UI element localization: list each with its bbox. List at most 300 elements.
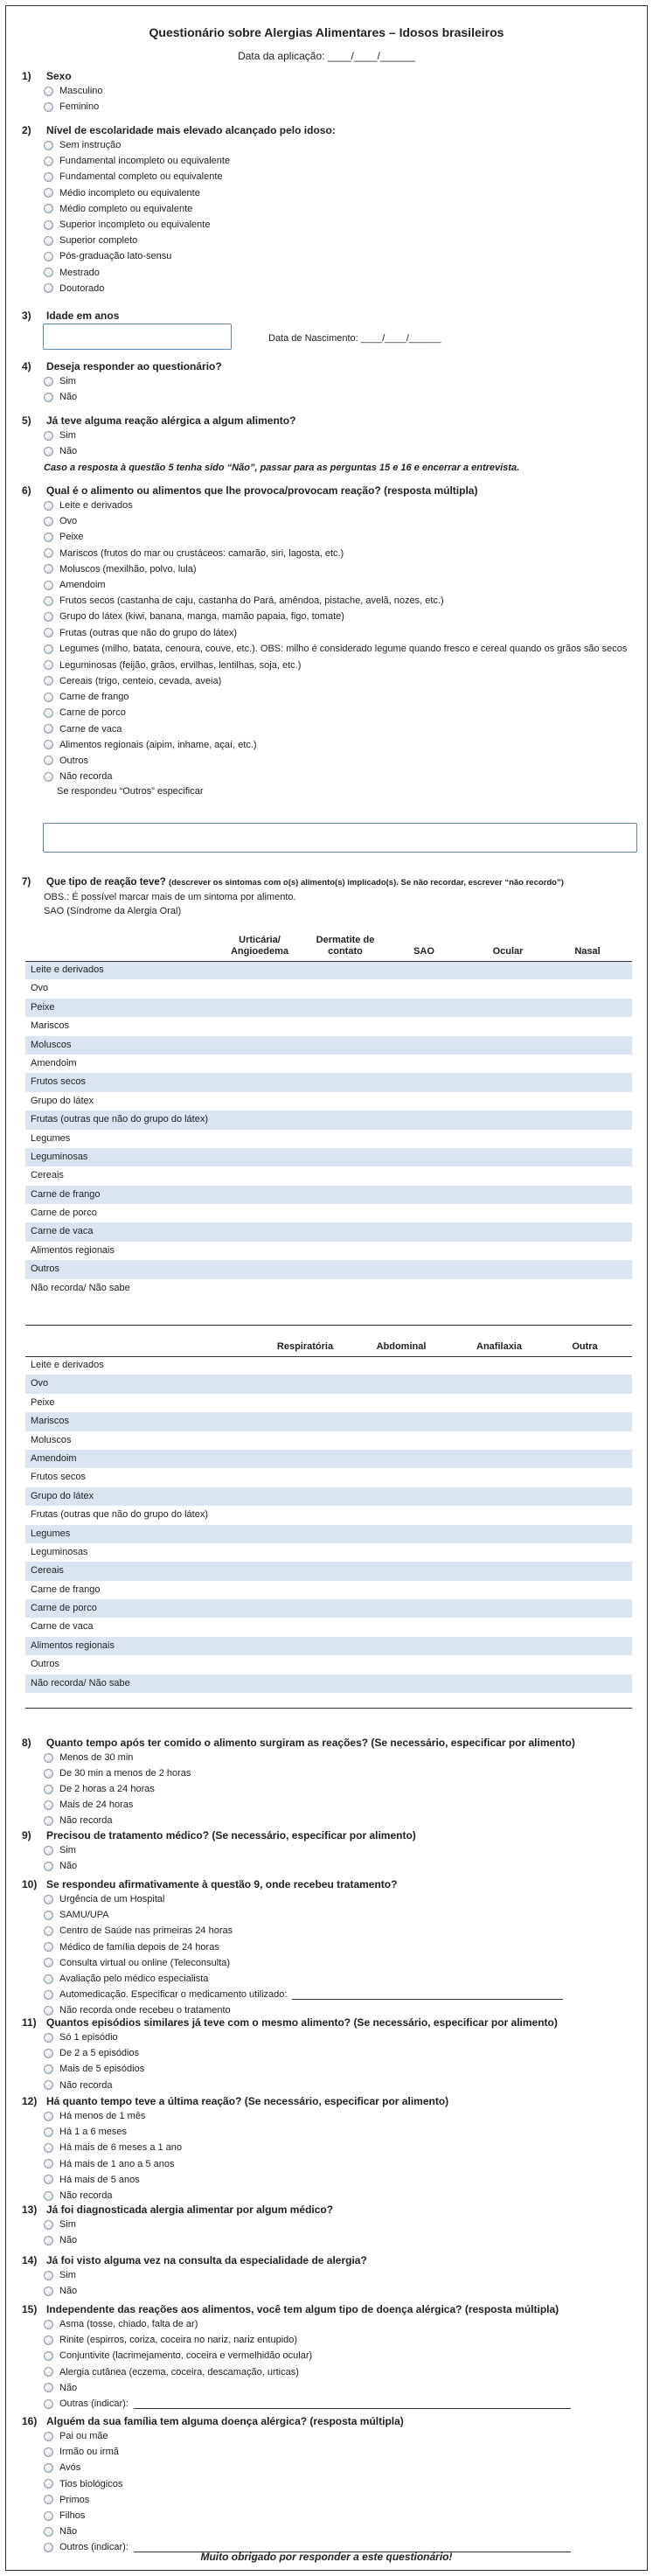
radio-button[interactable] <box>44 660 53 670</box>
question-13 <box>6 2203 647 2248</box>
diagnosis-option[interactable] <box>44 2217 647 2232</box>
sex-option[interactable] <box>44 99 647 115</box>
table-header <box>25 929 632 961</box>
food-cell: Legumes <box>31 1528 71 1539</box>
radio-button[interactable] <box>44 2006 53 2016</box>
table-row <box>25 1468 632 1486</box>
food-cell: Legumes <box>31 1132 71 1144</box>
obs-text: OBS.: É possível marcar mais de um sintoma por alimento. <box>44 892 296 902</box>
food-option[interactable] <box>44 737 647 753</box>
radio-button[interactable] <box>44 204 53 213</box>
option-label: Não recorda <box>59 771 113 783</box>
radio-button[interactable] <box>44 2367 53 2377</box>
food-option[interactable] <box>44 753 647 769</box>
reaction-table-1 <box>25 929 632 1298</box>
radio-button[interactable] <box>44 2463 53 2473</box>
fill-in-line[interactable] <box>292 1989 563 2000</box>
table-row <box>25 1204 632 1222</box>
table-row <box>25 1412 632 1431</box>
question-text: Sexo <box>46 70 72 82</box>
question-10 <box>6 1877 647 2019</box>
treatment-option[interactable] <box>44 1842 647 1858</box>
episodes-option[interactable] <box>44 2045 647 2061</box>
option-label: Não recorda <box>59 2079 113 2091</box>
education-option[interactable] <box>44 201 647 217</box>
option-label: Centro de Saúde nas primeiras 24 horas <box>59 1925 233 1937</box>
reaction-option[interactable] <box>44 428 647 443</box>
food-option[interactable] <box>44 561 647 577</box>
radio-button[interactable] <box>44 2320 53 2329</box>
option-label: Não <box>59 2382 78 2393</box>
consent-option[interactable] <box>44 373 647 389</box>
option-label: Urgência de um Hospital <box>59 1894 165 1905</box>
food-option[interactable] <box>44 689 647 705</box>
radio-button[interactable] <box>44 2236 53 2245</box>
radio-button[interactable] <box>44 1942 53 1952</box>
food-option[interactable] <box>44 625 647 641</box>
radio-button[interactable] <box>44 755 53 765</box>
last-reaction-option[interactable] <box>44 2140 647 2155</box>
food-option[interactable] <box>44 721 647 736</box>
education-option[interactable] <box>44 185 647 201</box>
option-label: Frutos secos (castanha de caju, castanha do Pará, amêndoa, pistache, avelã, nozes, etc.) <box>59 595 444 607</box>
radio-button[interactable] <box>44 1958 53 1967</box>
food-option[interactable] <box>44 673 647 689</box>
col-header: Anafilaxia <box>476 1341 522 1352</box>
question-number: 10) <box>22 1878 38 1890</box>
food-cell: Carne de frango <box>31 1584 101 1595</box>
radio-button[interactable] <box>44 596 53 606</box>
food-option[interactable] <box>44 529 647 545</box>
food-cell: Carne de porco <box>31 1603 97 1614</box>
option-label: Médico de família depois de 24 horas <box>59 1941 219 1953</box>
radio-button[interactable] <box>44 708 53 718</box>
option-label: Sim <box>59 2219 76 2231</box>
family-option[interactable] <box>44 2476 647 2492</box>
education-option[interactable] <box>44 265 647 281</box>
option-label: Leite e derivados <box>59 500 133 512</box>
question-text: Que tipo de reação teve? <box>46 877 166 888</box>
option-label: Não <box>59 392 78 403</box>
radio-button[interactable] <box>44 2064 53 2074</box>
option-label: Filhos <box>59 2510 86 2522</box>
food-cell: Frutos secos <box>31 1076 86 1088</box>
radio-button[interactable] <box>44 2479 53 2489</box>
table-row <box>25 1356 632 1375</box>
table-row <box>25 961 632 979</box>
radio-button[interactable] <box>44 2049 53 2058</box>
radio-button[interactable] <box>44 188 53 198</box>
last-reaction-option[interactable] <box>44 2188 647 2204</box>
radio-button[interactable] <box>44 268 53 277</box>
radio-button[interactable] <box>44 2447 53 2457</box>
allergic-disease-option[interactable] <box>44 2380 647 2396</box>
radio-button[interactable] <box>44 676 53 686</box>
table-row <box>25 1674 632 1693</box>
radio-button[interactable] <box>44 548 53 558</box>
food-cell: Ovo <box>31 983 49 994</box>
option-label: Primos <box>59 2494 90 2505</box>
radio-button[interactable] <box>44 2191 53 2201</box>
fill-in-line[interactable] <box>134 2398 571 2409</box>
treatment-place-option[interactable] <box>44 1907 647 1923</box>
education-option[interactable] <box>44 281 647 296</box>
question-number: 12) <box>22 2095 38 2107</box>
time-option[interactable] <box>44 1781 647 1797</box>
form-title: Questionário sobre Alergias Alimentares – Idosos brasileiros <box>149 25 504 39</box>
table-row <box>25 1394 632 1412</box>
radio-button[interactable] <box>44 220 53 230</box>
option-label: Tios biológicos <box>59 2478 123 2489</box>
education-option[interactable] <box>44 169 647 184</box>
food-option[interactable] <box>44 609 647 624</box>
table-row <box>25 1543 632 1562</box>
option-label: Carne de porco <box>59 707 126 719</box>
option-label: De 2 a 5 episódios <box>59 2048 140 2059</box>
option-label: Mais de 5 episódios <box>59 2064 145 2075</box>
option-label: Há mais de 5 anos <box>59 2174 140 2185</box>
question-14 <box>6 2253 647 2299</box>
food-option[interactable] <box>44 705 647 721</box>
education-option[interactable] <box>44 137 647 153</box>
radio-button[interactable] <box>44 1769 53 1779</box>
option-label: Automedicação. Especificar o medicamento utilizado: <box>59 1989 288 2001</box>
option-label: Não <box>59 1861 78 1872</box>
family-option[interactable] <box>44 2444 647 2460</box>
radio-button[interactable] <box>44 431 53 441</box>
option-label: Avaliação pelo médico especialista <box>59 1974 209 1985</box>
food-option[interactable] <box>44 498 647 513</box>
question-text: Se respondeu afirmativamente à questão 9, onde recebeu tratamento? <box>46 1878 398 1890</box>
food-cell: Grupo do látex <box>31 1490 94 1501</box>
radio-button[interactable] <box>44 724 53 734</box>
time-option[interactable] <box>44 1798 647 1814</box>
education-option[interactable] <box>44 217 647 233</box>
allergic-disease-option[interactable] <box>44 2364 647 2380</box>
option-label: Leguminosas (feijão, grãos, ervilhas, lentilhas, soja, etc.) <box>59 659 302 671</box>
episodes-option[interactable] <box>44 2078 647 2093</box>
time-option[interactable] <box>44 1765 647 1781</box>
radio-button[interactable] <box>44 2351 53 2361</box>
question-text: Quanto tempo após ter comido o alimento surgiram as reações? (Se necessário, especificar por alimento) <box>46 1737 575 1749</box>
radio-button[interactable] <box>44 1926 53 1936</box>
treatment-place-option[interactable] <box>44 1891 647 1907</box>
radio-button[interactable] <box>44 1862 53 1871</box>
question-text: Já foi diagnosticada alergia alimentar por algum médico? <box>46 2204 334 2216</box>
family-option[interactable] <box>44 2508 647 2524</box>
table-row <box>25 1110 632 1129</box>
col-header: SAO <box>413 946 434 957</box>
radio-button[interactable] <box>44 2432 53 2441</box>
question-text: Já teve alguma reação alérgica a algum alimento? <box>46 414 296 427</box>
option-label: Há mais de 1 ano a 5 anos <box>59 2158 175 2169</box>
radio-button[interactable] <box>44 283 53 293</box>
last-reaction-option[interactable] <box>44 2124 647 2140</box>
question-number: 11) <box>22 2016 37 2029</box>
radio-button[interactable] <box>44 377 53 386</box>
radio-button[interactable] <box>44 2159 53 2169</box>
birth-date-label: Data de Nascimento: ____/____/______ <box>268 333 441 344</box>
food-option[interactable] <box>44 593 647 609</box>
application-date: Data da aplicação: ____/____/______ <box>238 50 415 62</box>
question-9 <box>6 1828 647 1874</box>
question-4 <box>6 359 647 405</box>
radio-button[interactable] <box>44 2143 53 2153</box>
food-cell: Carne de vaca <box>31 1621 94 1633</box>
question-11 <box>6 2016 647 2093</box>
radio-button[interactable] <box>44 533 53 542</box>
radio-button[interactable] <box>44 236 53 246</box>
radio-button[interactable] <box>44 2127 53 2137</box>
option-label: Não recorda onde recebeu o tratamento <box>59 2005 231 2016</box>
skip-note: Caso a resposta à questão 5 tenha sido “Não”, passar para as perguntas 15 e 16 e encerrar a entrevista. <box>44 463 520 474</box>
option-label: Moluscos (mexilhão, polvo, lula) <box>59 563 197 574</box>
option-label: Irmão ou irmã <box>59 2447 119 2458</box>
radio-button[interactable] <box>44 612 53 622</box>
food-cell: Mariscos <box>31 1416 70 1427</box>
radio-button[interactable] <box>44 1753 53 1763</box>
allergic-disease-option[interactable] <box>44 2332 647 2348</box>
table-row <box>25 1055 632 1073</box>
food-cell: Amendoim <box>31 1452 77 1464</box>
question-number: 16) <box>22 2415 38 2427</box>
specialist-option[interactable] <box>44 2267 647 2283</box>
food-cell: Não recorda/ Não sabe <box>31 1677 130 1688</box>
radio-button[interactable] <box>44 564 53 574</box>
food-cell: Leite e derivados <box>31 1360 104 1370</box>
thank-you-footer: Muito obrigado por responder a este questionário! <box>200 2551 453 2563</box>
table-row <box>25 1506 632 1524</box>
treatment-place-option[interactable] <box>44 1987 647 2002</box>
table-row <box>25 1450 632 1468</box>
treatment-place-option[interactable] <box>44 1955 647 1971</box>
option-label: Grupo do látex (kiwi, banana, manga, mamão papaia, figo, tomate) <box>59 611 344 623</box>
food-cell: Carne de porco <box>31 1208 97 1219</box>
food-cell: Grupo do látex <box>31 1095 94 1106</box>
option-label: Peixe <box>59 532 84 543</box>
option-label: Sim <box>59 1845 76 1856</box>
table-row <box>25 1581 632 1599</box>
option-label: Sim <box>59 2270 76 2281</box>
family-option[interactable] <box>44 2428 647 2444</box>
option-label: Não <box>59 2526 78 2538</box>
radio-button[interactable] <box>44 2080 53 2090</box>
option-label: Consulta virtual ou online (Teleconsulta) <box>59 1957 231 1968</box>
last-reaction-option[interactable] <box>44 2108 647 2124</box>
food-cell: Alimentos regionais <box>31 1640 115 1651</box>
food-cell: Outros <box>31 1264 60 1275</box>
table-row <box>25 1431 632 1450</box>
option-label: Há 1 a 6 meses <box>59 2127 128 2138</box>
food-option[interactable] <box>44 641 647 658</box>
treatment-place-option[interactable] <box>44 1939 647 1955</box>
last-reaction-option[interactable] <box>44 2156 647 2172</box>
radio-button[interactable] <box>44 644 53 654</box>
allergic-disease-option[interactable] <box>44 2396 647 2412</box>
food-option[interactable] <box>44 658 647 673</box>
question-5 <box>6 414 647 473</box>
option-label: Ovo <box>59 516 78 527</box>
col-header: Ocular <box>492 946 524 957</box>
table-row <box>25 1092 632 1110</box>
radio-button[interactable] <box>44 2527 53 2537</box>
radio-button[interactable] <box>44 628 53 637</box>
radio-button[interactable] <box>44 1974 53 1984</box>
radio-button[interactable] <box>44 1846 53 1855</box>
consent-option[interactable] <box>44 389 647 405</box>
question-2 <box>6 123 647 296</box>
reaction-option[interactable] <box>44 443 647 459</box>
option-label: Não recorda <box>59 2190 113 2202</box>
table-row <box>25 1036 632 1055</box>
food-option[interactable] <box>44 769 647 784</box>
option-label: Carne de frango <box>59 692 129 703</box>
food-option[interactable] <box>44 546 647 561</box>
family-option[interactable] <box>44 2524 647 2539</box>
radio-button[interactable] <box>44 2271 53 2280</box>
food-cell: Peixe <box>31 1001 55 1013</box>
table-row <box>25 1148 632 1166</box>
option-label: Menos de 30 min <box>59 1751 134 1763</box>
food-cell: Frutos secos <box>31 1472 86 1483</box>
col-header: Outra <box>572 1341 598 1352</box>
last-reaction-option[interactable] <box>44 2172 647 2188</box>
diagnosis-option[interactable] <box>44 2232 647 2248</box>
family-option[interactable] <box>44 2492 647 2508</box>
treatment-place-option[interactable] <box>44 1923 647 1939</box>
table-row <box>25 1618 632 1636</box>
question-number: 7) <box>22 877 31 888</box>
radio-button[interactable] <box>44 2336 53 2345</box>
question-number: 3) <box>22 310 31 322</box>
question-text: Independente das reações aos alimentos, você tem algum tipo de doença alérgica? (resposta múltipla) <box>46 2303 559 2315</box>
radio-button[interactable] <box>44 2399 53 2409</box>
option-label: Feminino <box>59 101 100 113</box>
radio-button[interactable] <box>44 2175 53 2184</box>
radio-button[interactable] <box>44 772 53 782</box>
age-input[interactable] <box>43 324 232 350</box>
option-label: Doutorado <box>59 282 105 294</box>
radio-button[interactable] <box>44 2495 53 2504</box>
option-label: Há mais de 6 meses a 1 ano <box>59 2142 183 2154</box>
other-food-input[interactable] <box>43 823 637 853</box>
time-option[interactable] <box>44 1750 647 1765</box>
radio-button[interactable] <box>44 447 53 456</box>
food-cell: Carne de vaca <box>31 1226 94 1237</box>
option-label: Avós <box>59 2462 81 2474</box>
option-label: Pai ou mãe <box>59 2431 108 2442</box>
treatment-place-option[interactable] <box>44 1971 647 1987</box>
family-option[interactable] <box>44 2460 647 2475</box>
option-label: Sem instrução <box>59 140 122 151</box>
question-instructions: (descrever os sintomas com o(s) alimento(s) implicado(s). Se não recordar, escrever “não recordo”) <box>168 878 564 888</box>
option-label: Legumes (milho, batata, cenoura, couve, etc.). OBS: milho é considerado legume quando fresco e cereal quando os grãos são secos <box>59 643 628 654</box>
radio-button[interactable] <box>44 252 53 261</box>
radio-button[interactable] <box>44 87 53 96</box>
radio-button[interactable] <box>44 581 53 590</box>
radio-button[interactable] <box>44 1990 53 2000</box>
table-row <box>25 1279 632 1298</box>
food-cell: Não recorda/ Não sabe <box>31 1282 130 1293</box>
question-text: Deseja responder ao questionário? <box>46 360 222 372</box>
table-row <box>25 1487 632 1506</box>
question-text: Nível de escolaridade mais elevado alcançado pelo idoso: <box>46 124 336 136</box>
episodes-option[interactable] <box>44 2061 647 2077</box>
food-cell: Ovo <box>31 1378 49 1389</box>
radio-button[interactable] <box>44 157 53 166</box>
question-15 <box>6 2302 647 2412</box>
table-rule <box>25 1356 632 1357</box>
table-row <box>25 1166 632 1185</box>
radio-button[interactable] <box>44 2287 53 2296</box>
sex-option[interactable] <box>44 83 647 99</box>
education-option[interactable] <box>44 233 647 248</box>
food-option[interactable] <box>44 513 647 529</box>
table-row <box>25 1637 632 1655</box>
radio-button[interactable] <box>44 2220 53 2230</box>
option-label: Outros <box>59 755 89 766</box>
question-text: Há quanto tempo teve a última reação? (Se necessário, especificar por alimento) <box>46 2095 449 2107</box>
question-number: 14) <box>22 2254 38 2266</box>
option-label: Pós-graduação lato-sensu <box>59 251 172 262</box>
food-cell: Alimentos regionais <box>31 1244 115 1256</box>
table-row <box>25 1375 632 1393</box>
allergic-disease-option[interactable] <box>44 2316 647 2332</box>
treatment-option[interactable] <box>44 1858 647 1874</box>
option-label: Não <box>59 2286 78 2297</box>
radio-button[interactable] <box>44 1816 53 1826</box>
option-label: Outros (indicar): <box>59 2542 129 2553</box>
radio-button[interactable] <box>44 740 53 749</box>
time-option[interactable] <box>44 1814 647 1829</box>
question-16 <box>6 2414 647 2556</box>
radio-button[interactable] <box>44 172 53 182</box>
option-label: Frutas (outras que não do grupo do látex) <box>59 627 238 638</box>
radio-button[interactable] <box>44 2511 53 2521</box>
radio-button[interactable] <box>44 141 53 150</box>
allergic-disease-option[interactable] <box>44 2348 647 2364</box>
option-label: SAMU/UPA <box>59 1910 109 1921</box>
episodes-option[interactable] <box>44 2029 647 2045</box>
radio-button[interactable] <box>44 1911 53 1920</box>
radio-button[interactable] <box>44 2112 53 2121</box>
food-cell: Moluscos <box>31 1039 72 1050</box>
question-number: 8) <box>22 1737 31 1749</box>
sao-text: SAO (Síndrome da Alergia Oral) <box>44 906 182 916</box>
radio-button[interactable] <box>44 2383 53 2392</box>
radio-button[interactable] <box>44 1785 53 1794</box>
radio-button[interactable] <box>44 2033 53 2043</box>
education-option[interactable] <box>44 153 647 169</box>
radio-button[interactable] <box>44 1800 53 1810</box>
radio-button[interactable] <box>44 693 53 702</box>
option-label: Fundamental incompleto ou equivalente <box>59 156 231 167</box>
education-option[interactable] <box>44 248 647 264</box>
option-label: Alergia cutânea (eczema, coceira, descamação, urticas) <box>59 2366 299 2378</box>
question-text: Qual é o alimento ou alimentos que lhe provoca/provocam reação? (resposta múltipla) <box>46 484 478 497</box>
radio-button[interactable] <box>44 393 53 402</box>
table-row <box>25 1655 632 1674</box>
food-option[interactable] <box>44 577 647 593</box>
specialist-option[interactable] <box>44 2283 647 2299</box>
radio-button[interactable] <box>44 1895 53 1904</box>
col-header: Respiratória <box>276 1341 334 1352</box>
radio-button[interactable] <box>44 517 53 526</box>
option-label: Médio completo ou equivalente <box>59 203 193 214</box>
radio-button[interactable] <box>44 102 53 112</box>
option-label: Mais de 24 horas <box>59 1800 134 1811</box>
radio-button[interactable] <box>44 501 53 511</box>
